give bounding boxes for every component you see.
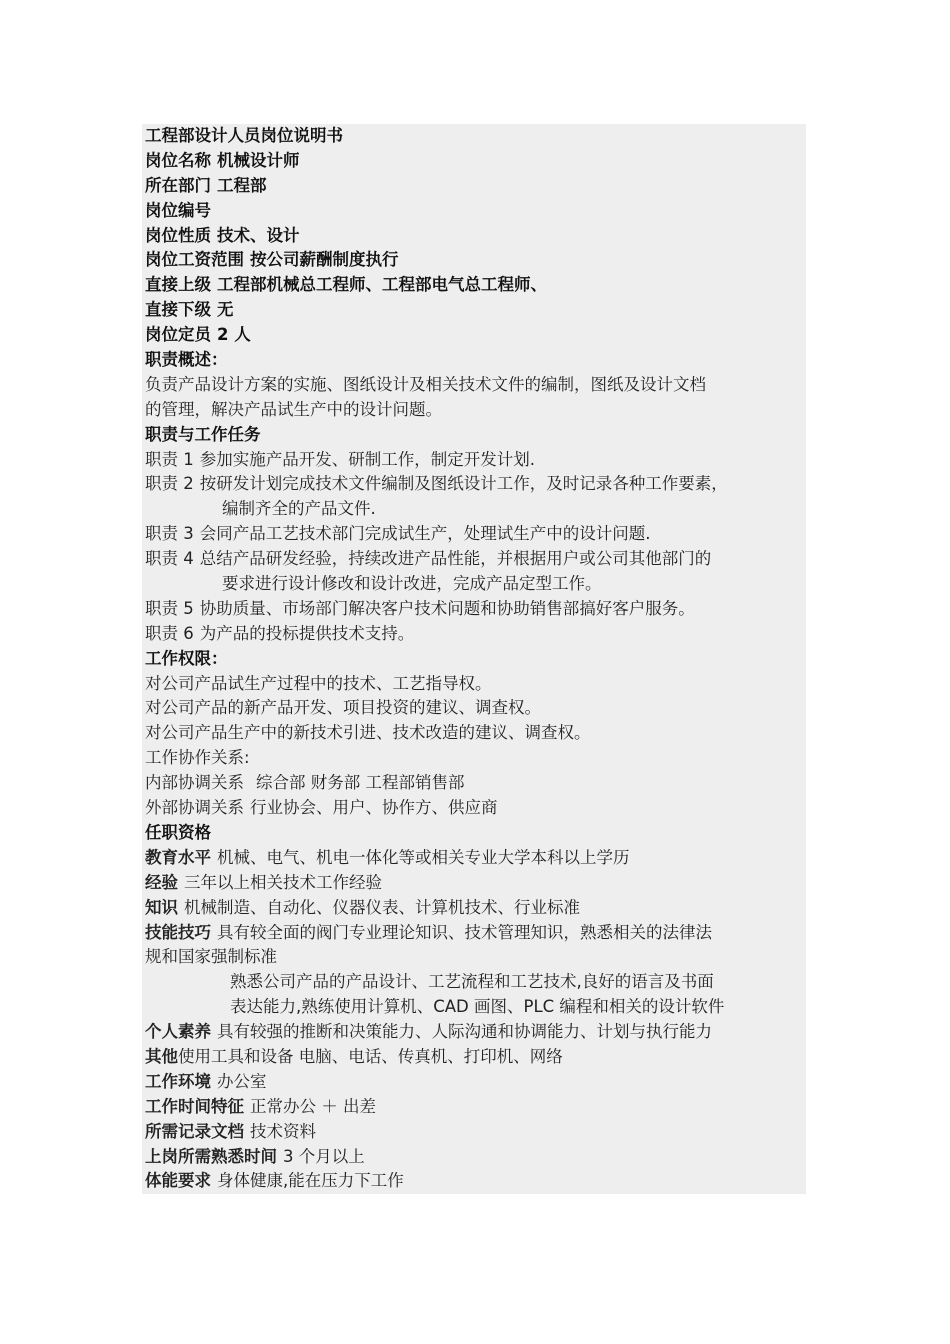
summary-line: 的管理，解决产品试生产中的设计问题。 xyxy=(142,398,806,423)
relations-value: 综合部 财务部 工程部销售部 xyxy=(256,773,465,793)
other-label: 上岗所需熟悉时间 xyxy=(145,1146,277,1166)
duty-label: 职责 5 xyxy=(145,598,194,618)
other-physical xyxy=(142,1169,806,1194)
other-label: 所需记录文档 xyxy=(145,1121,244,1141)
duty-text: 协助质量、市场部门解决客户技术问题和协助销售部搞好客户服务。 xyxy=(199,598,695,618)
qualification-value: 具有较强的推断和决策能力、人际沟通和协调能力、计划与执行能力 xyxy=(217,1022,712,1042)
relations-value: 行业协会、用户、协作方、供应商 xyxy=(250,798,498,818)
duty-label: 职责 3 xyxy=(145,524,194,544)
qualification-label: 知识 xyxy=(145,897,178,917)
authority-line: 对公司产品生产中的新技术引进、技术改造的建议、调查权。 xyxy=(142,721,806,746)
other-label: 工作时间特征 xyxy=(145,1096,244,1116)
other-familiar xyxy=(142,1145,806,1170)
field-label: 岗位性质 xyxy=(145,225,211,245)
summary-heading: 职责概述： xyxy=(142,348,806,373)
qualification-heading: 任职资格 xyxy=(142,821,806,846)
field-subordinate xyxy=(142,298,806,323)
qualification-value: 具有较全面的阀门专业理论知识、技术管理知识，熟悉相关的法律法 xyxy=(217,922,712,942)
job-description-document xyxy=(142,124,806,1194)
authority-line: 对公司产品的新产品开发、项目投资的建议、调查权。 xyxy=(142,696,806,721)
other-value: 办公室 xyxy=(217,1071,267,1091)
field-superior xyxy=(142,273,806,298)
duty-text: 按研发计划完成技术文件编制及图纸设计工作，及时记录各种工作要素， xyxy=(199,474,728,494)
field-value: 技术、设计 xyxy=(217,225,300,245)
skills-continuation: 规和国家强制标准 xyxy=(142,945,806,970)
field-salary xyxy=(142,248,806,273)
other-label: 体能要求 xyxy=(145,1171,211,1191)
qualification-value: 机械制造、自动化、仪器仪表、计算机技术、行业标准 xyxy=(184,897,580,917)
authority-heading: 工作权限： xyxy=(142,647,806,672)
other-label: 工作环境 xyxy=(145,1071,211,1091)
field-value: 2 人 xyxy=(217,325,251,345)
skills-continuation: 熟悉公司产品的产品设计、工艺流程和工艺技术,良好的语言及书面 xyxy=(142,970,806,995)
field-post-no xyxy=(142,199,806,224)
field-quota xyxy=(142,323,806,348)
other-value: 使用工具和设备 电脑、电话、传真机、打印机、网络 xyxy=(178,1046,563,1066)
relations-label: 内部协调关系 xyxy=(145,773,244,793)
field-nature xyxy=(142,224,806,249)
authority-line: 对公司产品试生产过程中的技术、工艺指导权。 xyxy=(142,672,806,697)
other-env xyxy=(142,1070,806,1095)
field-value: 工程部机械总工程师、工程部电气总工程师、 xyxy=(217,275,547,295)
other-value: 正常办公 ＋ 出差 xyxy=(250,1096,376,1116)
duty-continuation: 编制齐全的产品文件. xyxy=(142,497,806,522)
duty-continuation: 要求进行设计修改和设计改进，完成产品定型工作。 xyxy=(142,572,806,597)
qualification-label: 个人素养 xyxy=(145,1022,211,1042)
qualification-personal xyxy=(142,1020,806,1045)
qualification-education xyxy=(142,846,806,871)
duty-text: 会同产品工艺技术部门完成试生产，处理试生产中的设计问题. xyxy=(199,524,651,544)
qualification-value: 三年以上相关技术工作经验 xyxy=(184,872,382,892)
other-tools xyxy=(142,1045,806,1070)
field-label: 岗位工资范围 xyxy=(145,250,244,270)
skills-continuation: 表达能力,熟练使用计算机、CAD 画图、PLC 编程和相关的设计软件 xyxy=(142,995,806,1020)
other-value: 3 个月以上 xyxy=(283,1146,365,1166)
field-label: 岗位编号 xyxy=(145,200,211,220)
duty-item xyxy=(142,547,806,572)
qualification-label: 技能技巧 xyxy=(145,922,211,942)
relations-heading: 工作协作关系: xyxy=(142,746,806,771)
summary-line: 负责产品设计方案的实施、图纸设计及相关技术文件的编制，图纸及设计文档 xyxy=(142,373,806,398)
duty-item xyxy=(142,622,806,647)
field-label: 所在部门 xyxy=(145,175,211,195)
duty-item xyxy=(142,472,806,497)
duty-text: 参加实施产品开发、研制工作，制定开发计划. xyxy=(199,449,535,469)
relations-external xyxy=(142,796,806,821)
qualification-value: 机械、电气、机电一体化等或相关专业大学本科以上学历 xyxy=(217,847,630,867)
duty-item xyxy=(142,597,806,622)
qualification-skills xyxy=(142,921,806,946)
qualification-knowledge xyxy=(142,896,806,921)
field-value: 机械设计师 xyxy=(217,150,300,170)
duty-label: 职责 6 xyxy=(145,623,194,643)
field-label: 岗位定员 xyxy=(145,325,211,345)
duty-item xyxy=(142,448,806,473)
other-value: 身体健康,能在压力下工作 xyxy=(217,1171,404,1191)
field-post-name xyxy=(142,149,806,174)
duty-item xyxy=(142,522,806,547)
other-time xyxy=(142,1095,806,1120)
duty-label: 职责 4 xyxy=(145,549,194,569)
field-value: 工程部 xyxy=(217,175,267,195)
field-value: 无 xyxy=(217,300,234,320)
duty-text: 总结产品研发经验，持续改进产品性能，并根据用户或公司其他部门的 xyxy=(199,549,712,569)
field-value: 按公司薪酬制度执行 xyxy=(250,250,399,270)
document-title: 工程部设计人员岗位说明书 xyxy=(142,124,806,149)
field-label: 岗位名称 xyxy=(145,150,211,170)
relations-label: 外部协调关系 xyxy=(145,798,244,818)
duty-label: 职责 1 xyxy=(145,449,194,469)
other-label: 其他 xyxy=(145,1046,178,1066)
duty-text: 为产品的投标提供技术支持。 xyxy=(199,623,415,643)
qualification-label: 教育水平 xyxy=(145,847,211,867)
field-department xyxy=(142,174,806,199)
field-label: 直接下级 xyxy=(145,300,211,320)
relations-internal xyxy=(142,771,806,796)
field-label: 直接上级 xyxy=(145,275,211,295)
duty-label: 职责 2 xyxy=(145,474,194,494)
other-records xyxy=(142,1120,806,1145)
qualification-label: 经验 xyxy=(145,872,178,892)
qualification-experience xyxy=(142,871,806,896)
duties-heading: 职责与工作任务 xyxy=(142,423,806,448)
other-value: 技术资料 xyxy=(250,1121,316,1141)
